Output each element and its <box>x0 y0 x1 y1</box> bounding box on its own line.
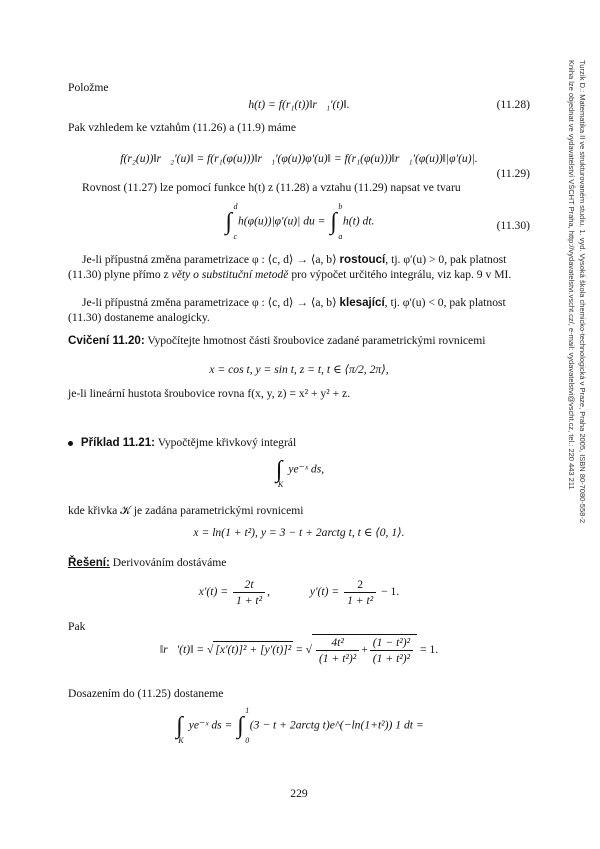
example-integral <box>68 458 530 494</box>
norm-fraction-1-num: 4t² <box>316 635 359 651</box>
integral-lower-c: c <box>233 232 238 241</box>
final-left: ye⁻ˣ ds = <box>188 718 233 732</box>
exercise-11-20 <box>68 333 530 348</box>
integral-final-0-1: ∫ 1 0 <box>237 706 250 745</box>
term-veta-substitucni: věty o substituční metodě <box>171 268 289 282</box>
equation-11-30-left: h(φ(u))|φ′(u)| du = <box>238 214 326 228</box>
norm-fraction-2-num: (1 − t²)² <box>370 635 413 651</box>
paragraph-rostouci-c: , tj. φ′(u) > 0, pak platnost (11.30) plyne přímo z <box>68 253 507 282</box>
final-right: (3 − t + 2arctg t)e^(−ln(1+t²)) 1 dt = <box>249 718 424 732</box>
term-klesajici: klesající <box>339 296 385 309</box>
equation-11-28-body: h(t) = f(r₁(t))‖r⃗₁′(t)‖. <box>248 98 350 111</box>
side-citation-line1: Turzík D.: Matematika II ve strukturovaném studiu. 1. vyd. Vysoká škola chemicko-technologická v Praze, Praha 2005, ISBN 80-7080-558-2 <box>578 60 587 523</box>
norm-fraction-2 <box>370 635 413 666</box>
exercise-equations-body: x = cos t, y = sin t, z = t, t ∈ ⟨π/2, 2π⟩, <box>209 363 389 376</box>
integral-a-b: ∫ b a <box>330 202 343 241</box>
derivative-x-lhs: x′(t) = <box>198 585 229 599</box>
solution-label: Řešení: <box>68 556 110 569</box>
integral-upper-d: d <box>233 202 238 211</box>
integral-k: ∫ K <box>275 457 284 489</box>
final-equation <box>68 706 530 754</box>
norm-fraction-1 <box>316 635 359 666</box>
derivative-x-fraction <box>233 577 265 608</box>
integral-c-d: ∫ d c <box>225 202 238 241</box>
paragraph-kde: kde křivka 𝒦 je zadána parametrickými rovnicemi <box>68 504 304 517</box>
integral-final-k: ∫ K <box>176 713 184 745</box>
term-rostouci: rostoucí <box>339 253 386 266</box>
norm-plus: + <box>361 643 368 657</box>
equation-11-29-body: f(r₂(u))‖r⃗₂′(u)‖ = f(r₁(φ(u)))‖r⃗₁′(φ(u))φ′(u)‖ = f(r₁(φ(u)))‖r⃗₁′(φ(u))‖|φ′(u)|. <box>120 152 478 165</box>
paragraph-rostouci-a: Je-li přípustná změna parametrizace φ : ⟨c, d⟩ → ⟨a, b⟩ <box>82 253 337 266</box>
integral-final-upper: 1 <box>245 706 250 715</box>
equation-11-30-right: h(t) dt. <box>342 214 375 228</box>
exercise-label: Cvičení 11.20: <box>68 334 145 347</box>
derivative-x-den: 1 + t² <box>236 594 263 608</box>
paragraph-pak: Pak <box>68 620 86 633</box>
equation-number-11-29: (11.29) <box>496 167 530 180</box>
derivative-y-den: 1 + t² <box>347 594 374 608</box>
derivative-y-lhs: y′(t) = <box>309 585 340 599</box>
paragraph-polozme: Položme <box>68 81 109 94</box>
integral-upper-b: b <box>338 202 343 211</box>
paragraph-vzhledem: Pak vzhledem ke vztahům (11.26) a (11.9) máme <box>68 121 297 134</box>
exercise-text: Vypočítejte hmotnost části šroubovice zadané parametrickými rovnicemi <box>147 334 486 347</box>
derivative-y-tail: − 1. <box>381 585 400 599</box>
norm-equals: = <box>296 643 303 657</box>
bullet-icon <box>68 441 73 446</box>
paragraph-klesajici <box>68 295 530 325</box>
norm-tail: = 1. <box>420 643 439 657</box>
equation-11-28 <box>68 97 530 112</box>
equation-11-30 <box>68 202 530 250</box>
exercise-equations <box>68 362 530 377</box>
example-text: Vypočtějme křivkový integrál <box>157 436 297 449</box>
norm-fraction-1-den: (1 + t²)² <box>318 652 357 666</box>
solution-heading <box>68 555 530 570</box>
integral-final-lower: 0 <box>245 736 250 745</box>
equation-11-29 <box>68 151 530 166</box>
exercise-ending: je-li lineární hustota šroubovice rovna f(x, y, z) = x² + y² + z. <box>68 387 351 400</box>
example-11-21 <box>68 435 530 450</box>
paragraph-rovnost: Rovnost (11.27) lze pomocí funkce h(t) z (11.28) a vztahu (11.29) napsat ve tvaru <box>82 181 461 194</box>
integral-final-lower-k: K <box>178 736 184 745</box>
derivative-y-num: 2 <box>344 577 376 593</box>
norm-equation: ‖r⃗′(t)‖ = √ [x′(t)]² + [y′(t)]² = √ $\frac{\text{4t²}}{\text{(1 + t²)²}}$ + $\frac{\text{(1 − t²)²}}{\text{(1 + t²)²}}$ = 1. <box>159 636 439 666</box>
integral-lower-a: a <box>338 232 343 241</box>
equation-number-11-28: (11.28) <box>496 98 530 111</box>
paragraph-rostouci <box>68 252 530 282</box>
norm-sqrt-body: [x′(t)]² + [y′(t)]² <box>215 643 292 657</box>
derivatives: x′(t) = $\frac{2t}{\text{1 + t²}}$ , y′(t) = $\frac{2}{\text{1 + t²}}$ − 1. <box>198 578 400 608</box>
equation-number-11-30: (11.30) <box>496 219 530 232</box>
derivative-x-num: 2t <box>233 577 265 593</box>
paragraph-rostouci-e: pro výpočet určitého integrálu, viz kap. 9 v MI. <box>291 268 512 282</box>
page-number: 229 <box>290 787 308 800</box>
example-integral-body: ye⁻ˣ ds, <box>288 462 325 476</box>
norm-fraction-2-den: (1 + t²)² <box>372 652 411 666</box>
side-citation-line2: Kniha lze objednat ve vydavatelství VŠCHT Praha, http://vydavatelstvi.vscht.cz/, e-mail: vydavatelstvi@vscht.cz, tel.: 220 443 211 <box>567 60 576 490</box>
example-equations-body: x = ln(1 + t²), y = 3 − t + 2arctg t, t ∈ ⟨0, 1⟩. <box>193 526 405 539</box>
equation-number-11-29-row <box>68 166 530 181</box>
paragraph-klesajici-a: Je-li přípustná změna parametrizace φ : ⟨c, d⟩ → ⟨a, b⟩ <box>82 296 337 309</box>
side-citation <box>560 60 588 600</box>
solution-text: Derivováním dostáváme <box>112 556 227 569</box>
norm-lhs: ‖r⃗′(t)‖ = <box>159 643 205 657</box>
example-equations <box>68 525 530 540</box>
paragraph-dosazenim: Dosazením do (11.25) dostaneme <box>68 687 224 700</box>
integral-lower-k: K <box>277 480 284 489</box>
derivative-y-fraction <box>344 577 376 608</box>
paragraph-klesajici-c: , tj. φ′(u) < 0, pak platnost (11.30) dostaneme analogicky. <box>68 296 506 325</box>
norm-sqrt-fractions <box>312 634 417 666</box>
example-label: Příklad 11.21: <box>80 436 156 449</box>
